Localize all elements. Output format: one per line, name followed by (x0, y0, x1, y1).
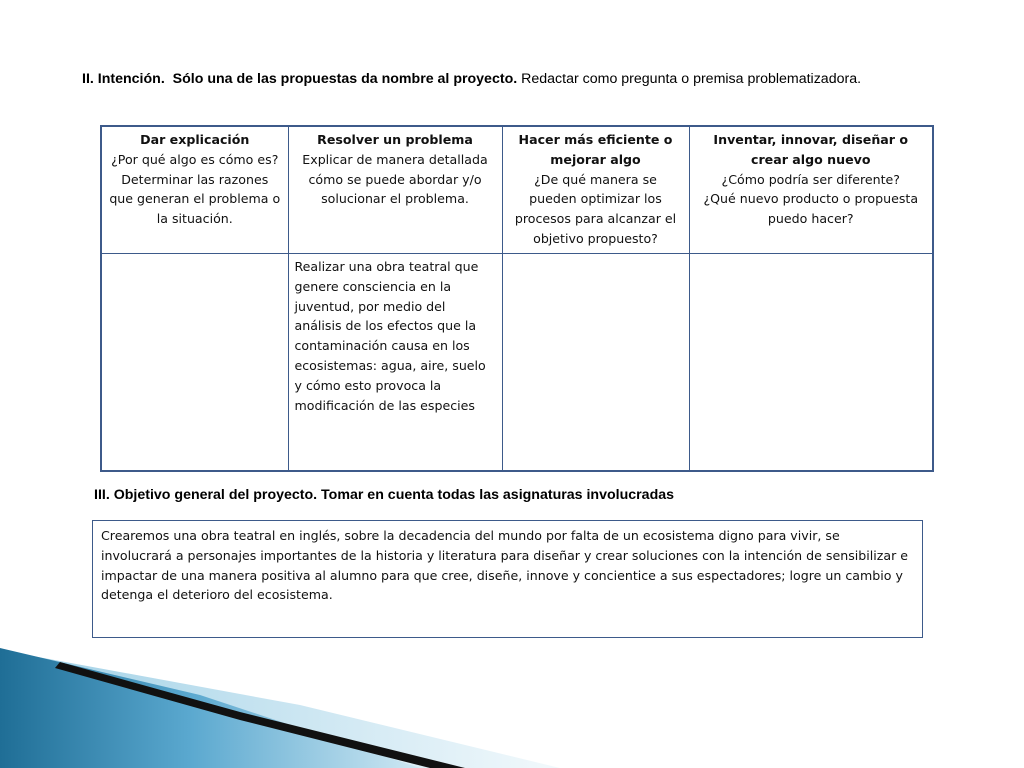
proposals-table (100, 125, 934, 472)
intention-heading (82, 70, 861, 88)
intention-label: II. Intención. (82, 71, 165, 87)
header-description: ¿Cómo podría ser diferente? ¿Qué nuevo producto o propuesta puedo hacer? (703, 171, 919, 227)
table-cell-solve: Realizar una obra teatral que genere consciencia en la juventud, por medio del análisis de los efectos que la contaminación causa en los ecosistemas: agua, aire, suelo y cómo esto provoca la modificación de las especies (288, 254, 502, 472)
intention-instruction-rest: Redactar como pregunta o premisa problematizadora. (521, 71, 862, 87)
header-description: ¿De qué manera se pueden optimizar los procesos para alcanzar el objetivo propuesto? (514, 171, 677, 246)
header-title: Dar explicación (140, 132, 250, 147)
table-cell-explain (101, 254, 288, 472)
header-cell-solve (288, 126, 502, 254)
table-cell-innovate (689, 254, 933, 472)
header-title: Resolver un problema (317, 132, 473, 147)
table-row (101, 254, 933, 472)
header-cell-improve (502, 126, 689, 254)
header-description: Explicar de manera detallada cómo se puede abordar y/o solucionar el problema. (302, 151, 488, 207)
decorative-swoosh (0, 630, 1024, 768)
table-header-row (101, 126, 933, 254)
intention-instruction-bold: Sólo una de las propuestas da nombre al proyecto. (172, 71, 518, 87)
header-description: ¿Por qué algo es cómo es? Determinar las razones que generan el problema o la situación. (109, 151, 281, 227)
header-cell-innovate (689, 126, 933, 254)
header-title: Inventar, innovar, diseñar o crear algo nuevo (713, 132, 909, 167)
table-cell-improve (502, 254, 689, 472)
objective-text-box: Crearemos una obra teatral en inglés, sobre la decadencia del mundo por falta de un ecosistema digno para vivir, se involucrará a personajes importantes de la historia y literatura para diseñar y crear soluciones con la intención de sensibilizar e impactar de una manera positiva al alumno para que cree, diseñe, innove y concientice a sus espectadores; logre un cambio y detenga el deterioro del ecosistema. (92, 520, 923, 638)
header-title: Hacer más eficiente o mejorar algo (518, 132, 673, 167)
header-cell-explain (101, 126, 288, 254)
objective-heading: III. Objetivo general del proyecto. Tomar en cuenta todas las asignaturas involucradas (94, 487, 675, 503)
